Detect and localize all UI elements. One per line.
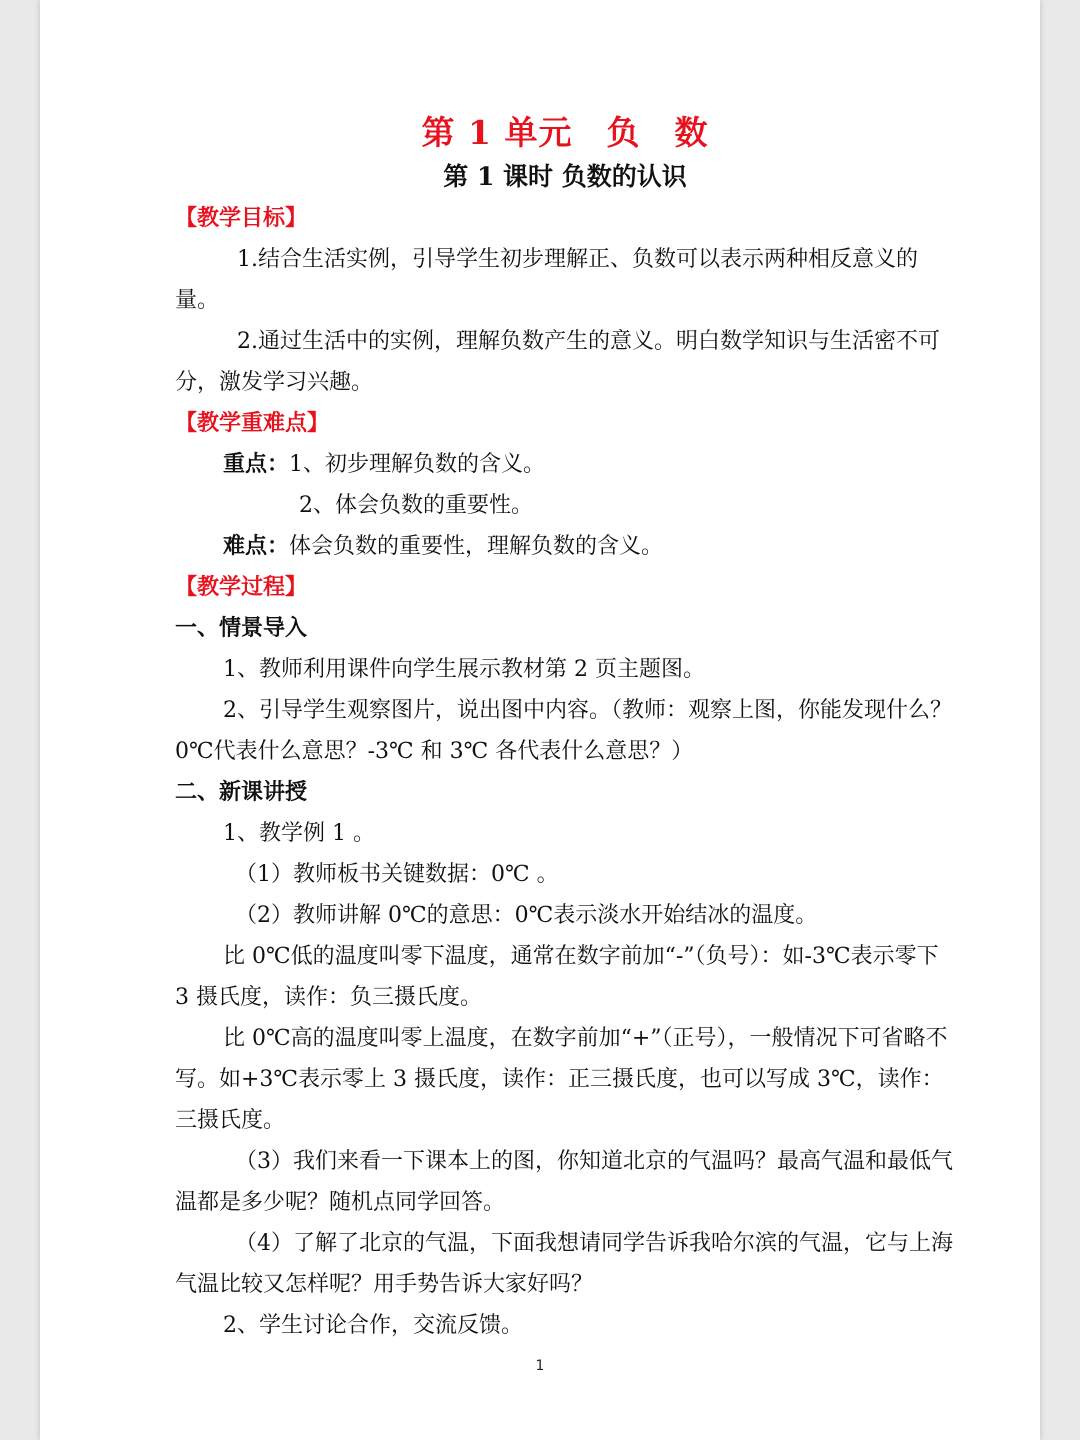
page-number: 1 bbox=[535, 1358, 545, 1374]
document-page bbox=[40, 0, 1040, 1440]
goal-item-1: 1.结合生活实例，引导学生初步理解正、负数可以表示两种相反意义的量。 bbox=[175, 247, 918, 313]
part-2-step-2: （2）教师讲解 0℃的意思：0℃表示淡水开始结冰的温度。 bbox=[235, 903, 818, 928]
part-1-item-1: 1、教师利用课件向学生展示教材第 2 页主题图。 bbox=[223, 657, 705, 682]
key-point-1 bbox=[175, 444, 955, 485]
part-2-heading: 二、新课讲授 bbox=[175, 779, 308, 805]
teaching-goals-heading: 【教学目标】 bbox=[175, 205, 308, 231]
part-2-step-3: （3）我们来看一下课本上的图，你知道北京的气温吗？最高气温和最低气温都是多少呢？随机点同学回答。 bbox=[175, 1149, 953, 1215]
difficulty-label: 难点： bbox=[223, 533, 290, 559]
key-label: 重点： bbox=[223, 451, 290, 477]
part-1-item-2: 2、引导学生观察图片，说出图中内容。（教师：观察上图，你能发现什么？0℃代表什么意思？-3℃ 和 3℃ 各代表什么意思？） bbox=[175, 698, 952, 764]
goal-item-2: 2.通过生活中的实例，理解负数产生的意义。明白数学知识与生活密不可分，激发学习兴趣。 bbox=[175, 329, 940, 395]
part-2-item-1: 1、教学例 1 。 bbox=[223, 821, 375, 846]
key-point-1-text: 1、初步理解负数的含义。 bbox=[289, 452, 546, 477]
difficulty-text: 体会负数的重要性，理解负数的含义。 bbox=[289, 534, 664, 559]
part-2-step-4: （4）了解了北京的气温，下面我想请同学告诉我哈尔滨的气温，它与上海气温比较又怎样呢？用手势告诉大家好吗？ bbox=[175, 1231, 953, 1297]
key-point-2: 2、体会负数的重要性。 bbox=[299, 493, 533, 518]
difficulty-point bbox=[175, 526, 955, 567]
lesson-subtitle: 第 1 课时 负数的认识 bbox=[443, 162, 687, 191]
key-points-heading: 【教学重难点】 bbox=[175, 410, 330, 436]
part-2-paragraph-above-zero: 比 0℃高的温度叫零上温度，在数字前加“+”（正号），一般情况下可省略不写。如+3℃表示零上 3 摄氏度，读作：正三摄氏度，也可以写成 3℃，读作：三摄氏度。 bbox=[175, 1026, 948, 1133]
document-content bbox=[175, 108, 955, 1346]
part-2-item-2: 2、学生讨论合作，交流反馈。 bbox=[223, 1313, 523, 1338]
part-2-paragraph-below-zero: 比 0℃低的温度叫零下温度，通常在数字前加“-”（负号）：如-3℃表示零下 3 摄氏度，读作：负三摄氏度。 bbox=[175, 944, 939, 1010]
unit-title: 第 1 单元 负 数 bbox=[421, 113, 709, 152]
part-2-step-1: （1）教师板书关键数据：0℃ 。 bbox=[235, 862, 559, 887]
teaching-process-heading: 【教学过程】 bbox=[175, 574, 308, 600]
part-1-heading: 一、情景导入 bbox=[175, 615, 308, 641]
